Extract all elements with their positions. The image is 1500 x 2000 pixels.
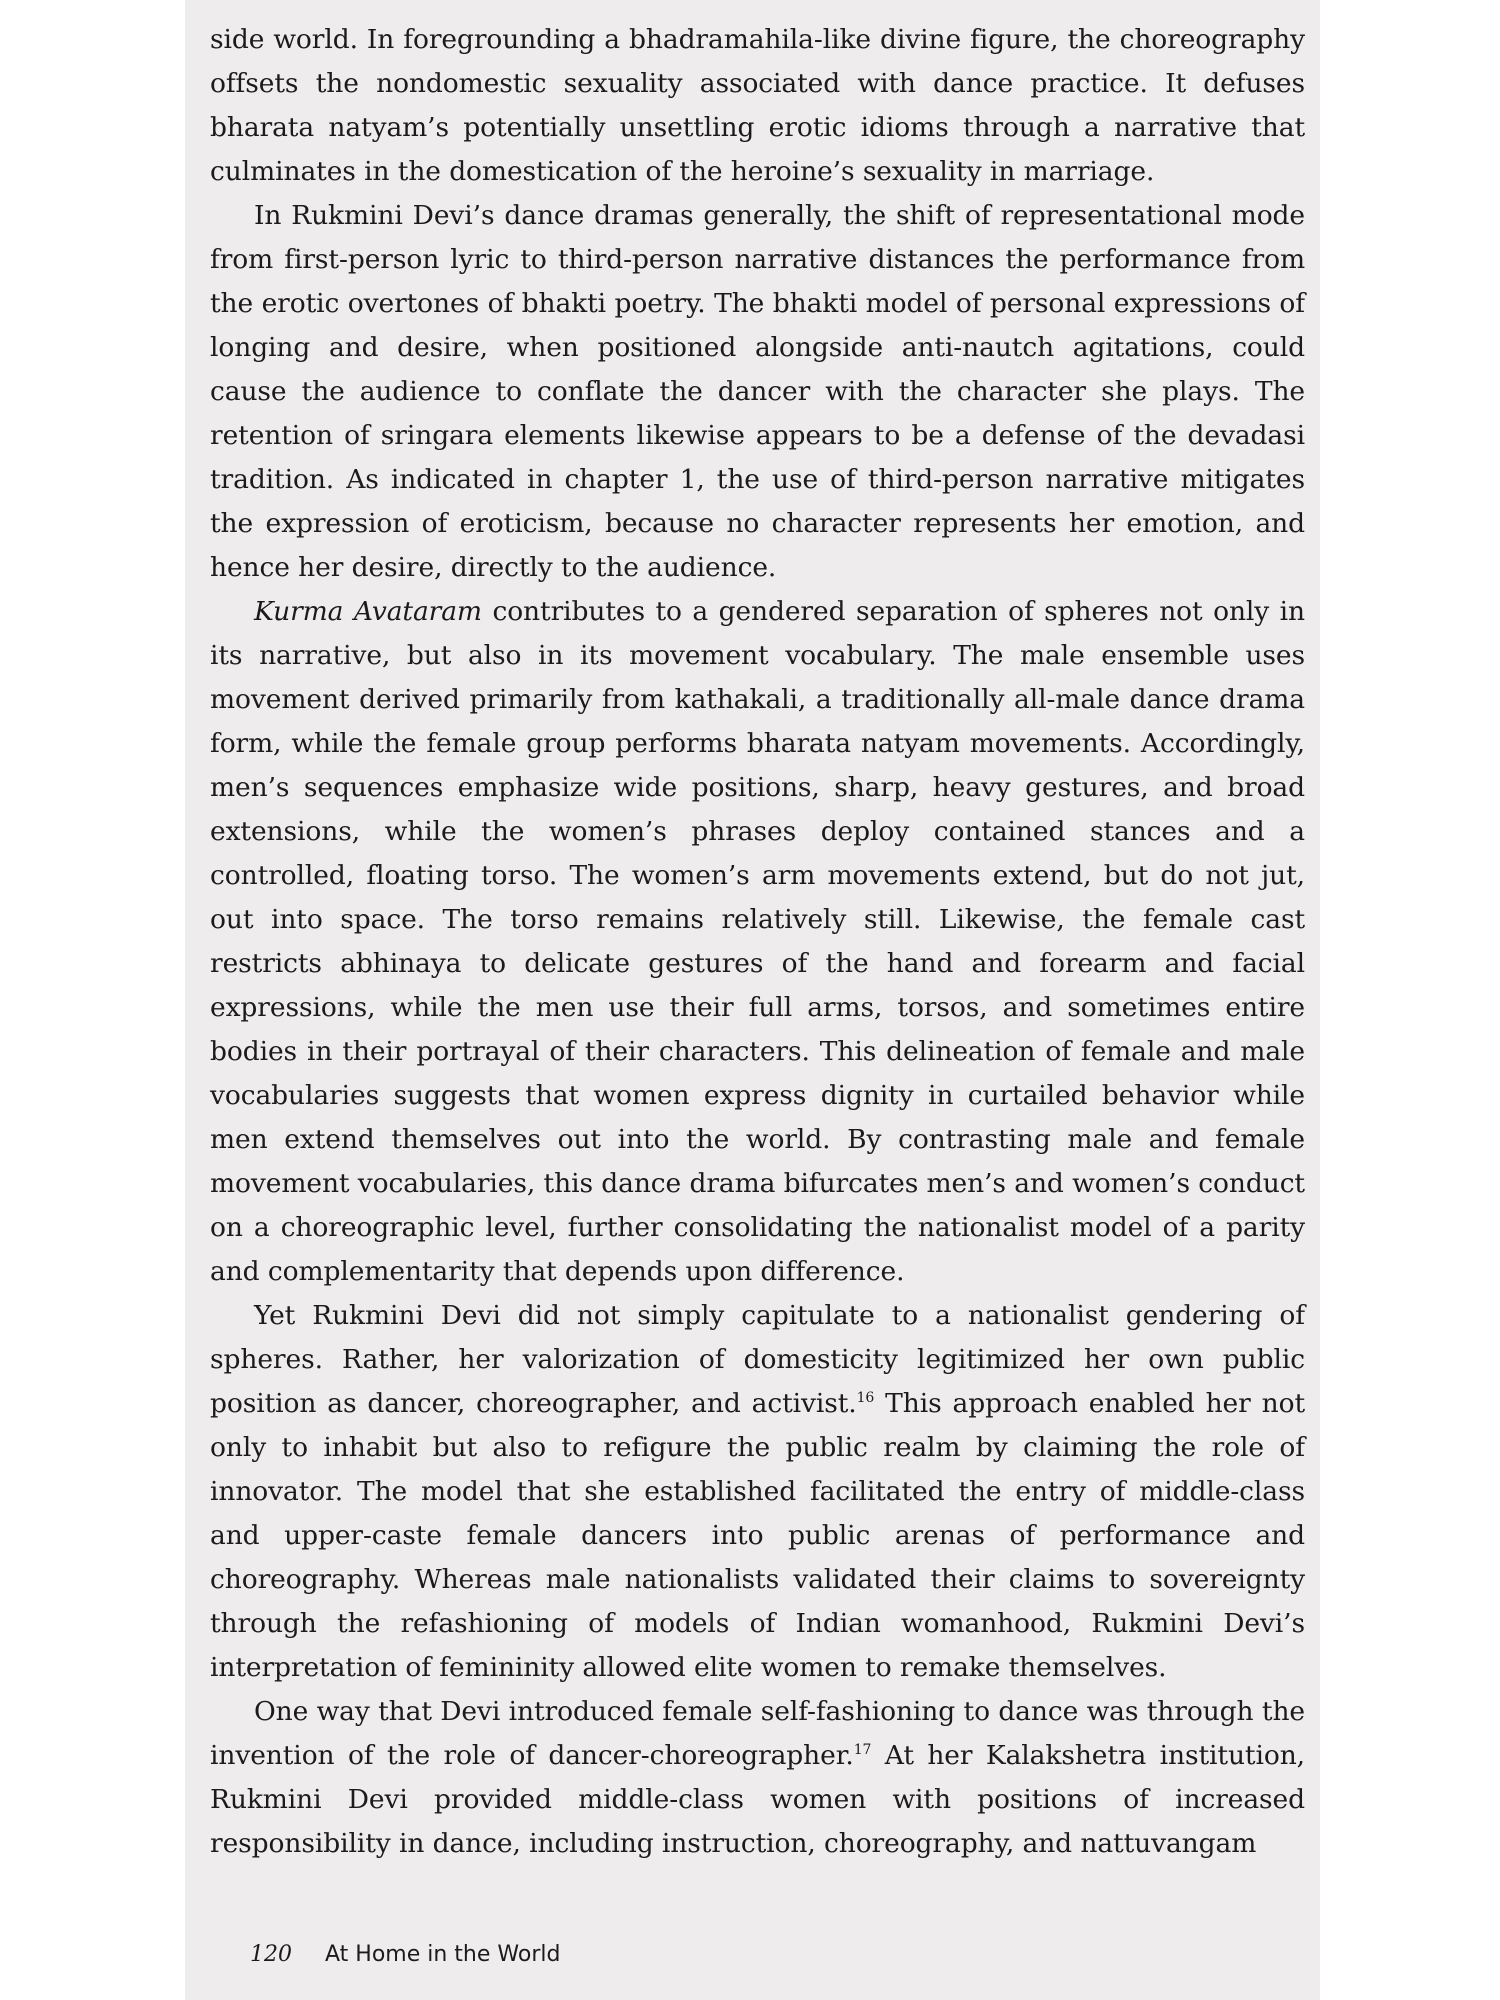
page-footer bbox=[250, 1942, 560, 1967]
body-text bbox=[210, 18, 1305, 1866]
paragraph bbox=[210, 590, 1305, 1294]
running-title: At Home in the World bbox=[325, 1942, 561, 1967]
paragraph bbox=[210, 194, 1305, 590]
paragraph-text: In Rukmini Devi’s dance dramas generally, the shift of representational mode from first-person lyric to third-person narrative distances the performance from the erotic overtones of bhakti poetry. The bhakti model of personal expressions of longing and desire, when positioned alongside anti-nautch agitations, could cause the audience to conflate the dancer with the character she plays. The retention of sringara elements likewise appears to be a defense of the devadasi tradition. As indicated in chapter 1, the use of third-person narrative mitigates the expression of eroticism, because no character represents her emotion, and hence her desire, directly to the audience. bbox=[210, 200, 1305, 583]
paragraph bbox=[210, 1294, 1305, 1690]
italic-title: Kurma Avataram bbox=[254, 596, 482, 627]
paragraph-text: side world. In foregrounding a bhadramahila-like divine figure, the choreography offsets the nondomestic sexuality associated with dance practice. It defuses bharata natyam’s potentially unsettling erotic idioms through a narrative that culminates in the domestication of the heroine’s sexuality in marriage. bbox=[210, 24, 1305, 187]
paragraph-text: Yet Rukmini Devi did not simply capitulate to a nationalist gendering of spheres. Rather, her valorization of domesticity legitimized her own public position as dancer, choreographer, and activist. bbox=[210, 1300, 1305, 1419]
footnote-ref: 16 bbox=[856, 1390, 875, 1406]
footnote-ref: 17 bbox=[853, 1742, 872, 1758]
paragraph bbox=[210, 18, 1305, 194]
paragraph-text: One way that Devi introduced female self-fashioning to dance was through the invention of the role of dancer-choreographer. bbox=[210, 1696, 1305, 1771]
paragraph bbox=[210, 1690, 1305, 1866]
paragraph-text: contributes to a gendered separation of spheres not only in its narrative, but also in its movement vocabulary. The male ensemble uses movement derived primarily from kathakali, a traditionally all-male dance drama form, while the female group performs bharata natyam movements. Accordingly, men’s sequences emphasize wide positions, sharp, heavy gestures, and broad extensions, while the women’s phrases deploy contained stances and a controlled, floating torso. The women’s arm movements extend, but do not jut, out into space. The torso remains relatively still. Likewise, the female cast restricts abhinaya to delicate gestures of the hand and forearm and facial expressions, while the men use their full arms, torsos, and sometimes entire bodies in their portrayal of their characters. This delineation of female and male vocabularies suggests that women express dignity in curtailed behavior while men extend themselves out into the world. By contrasting male and female movement vocabularies, this dance drama bifurcates men’s and women’s conduct on a choreographic level, further consolidating the nationalist model of a parity and complementarity that depends upon difference. bbox=[210, 596, 1305, 1287]
paragraph-text: This approach enabled her not only to inhabit but also to refigure the public realm by claiming the role of innovator. The model that she established facilitated the entry of middle-class and upper-caste female dancers into public arenas of performance and choreography. Whereas male nationalists validated their claims to sovereignty through the refashioning of models of Indian womanhood, Rukmini Devi’s interpretation of femininity allowed elite women to remake themselves. bbox=[210, 1388, 1305, 1683]
page-number: 120 bbox=[250, 1942, 292, 1967]
paragraph-text: At her Kalakshetra institution, Rukmini Devi provided middle-class women with positions of increased responsibility in dance, including instruction, choreography, and nattuvangam bbox=[210, 1740, 1305, 1859]
